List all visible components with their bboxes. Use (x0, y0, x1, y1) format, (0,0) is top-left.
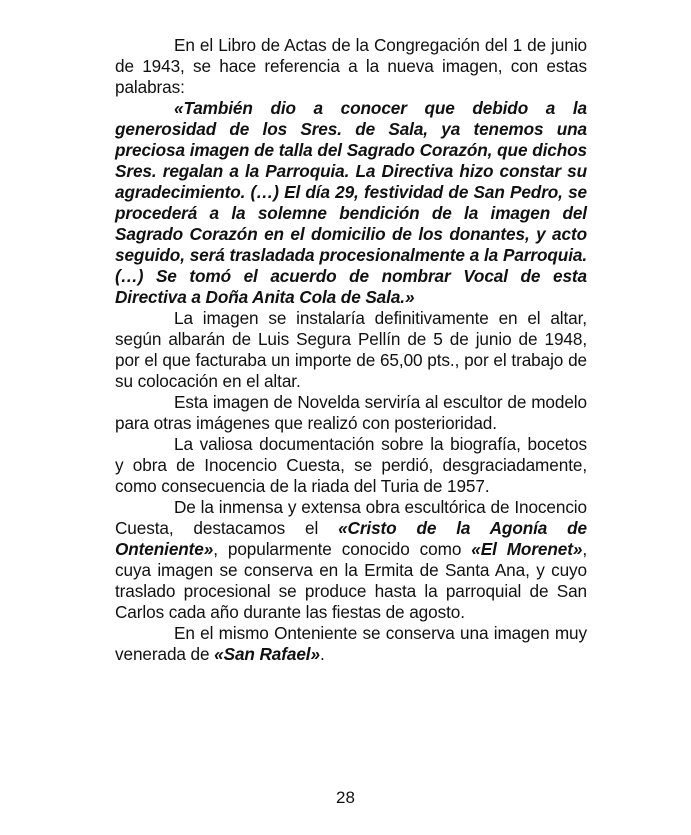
title-cristo-agonia: «Cristo de la Agonía de Onteniente» (115, 518, 588, 559)
page-body (115, 35, 587, 665)
paragraph-obra-escultorica (115, 497, 587, 623)
text-segment: Esta imagen de Novelda serviría al escultor de modelo para otras imágenes que realizó con posterioridad. (115, 392, 587, 433)
text-segment: En el Libro de Actas de la Congregación del 1 de junio de 1943, se hace referencia a la nueva imagen, con estas palabras: (115, 35, 587, 97)
text-segment: En el mismo Onteniente se conserva una imagen muy venerada de (115, 623, 587, 664)
page-number: 28 (336, 788, 355, 807)
paragraph-documentacion-perdida (115, 434, 587, 497)
text-segment: La imagen se instalaría definitivamente en el altar, según albarán de Luis Segura Pellín de 5 de junio de 1948, por el que facturaba un importe de 65,00 pts., por el trabajo de su colocación en el altar. (115, 308, 587, 391)
paragraph-san-rafael (115, 623, 587, 665)
paragraph-instalacion-altar (115, 308, 587, 392)
title-el-morenet: «El Morenet» (471, 539, 583, 559)
text-segment: La valiosa documentación sobre la biografía, bocetos y obra de Inocencio Cuesta, se perdió, desgraciadamente, como consecuencia de la riada del Turia de 1957. (115, 434, 587, 496)
paragraph-imagen-novelda (115, 392, 587, 434)
text-segment: De la inmensa y extensa obra escultórica de Inocencio Cuesta, destacamos el (115, 497, 587, 538)
paragraph-libro-actas (115, 35, 587, 98)
quote-acta-1943 (115, 98, 587, 308)
text-segment: , popularmente conocido como (213, 539, 472, 559)
title-san-rafael: «San Rafael» (214, 644, 320, 664)
text-segment: . (319, 644, 325, 664)
quote-text: «También dio a conocer que debido a la generosidad de los Sres. de Sala, ya tenemos una preciosa imagen de talla del Sagrado Corazón, que dichos Sres. regalan a la Parroquia. La Directiva hizo constar su agradecimiento. (…) El día 29, festividad de San Pedro, se procederá a la solemne bendición de la imagen del Sagrado Corazón en el domicilio de los donantes, y acto seguido, será trasladada procesionalmente a la Parroquia. (…) Se tomó el acuerdo de nombrar Vocal de esta Directiva a Doña Anita Cola de Sala.» (115, 98, 587, 307)
text-segment: , cuya imagen se conserva en la Ermita de Santa Ana, y cuyo traslado procesional se produce hasta la parroquial de San Carlos cada año durante las fiestas de agosto. (115, 539, 587, 622)
